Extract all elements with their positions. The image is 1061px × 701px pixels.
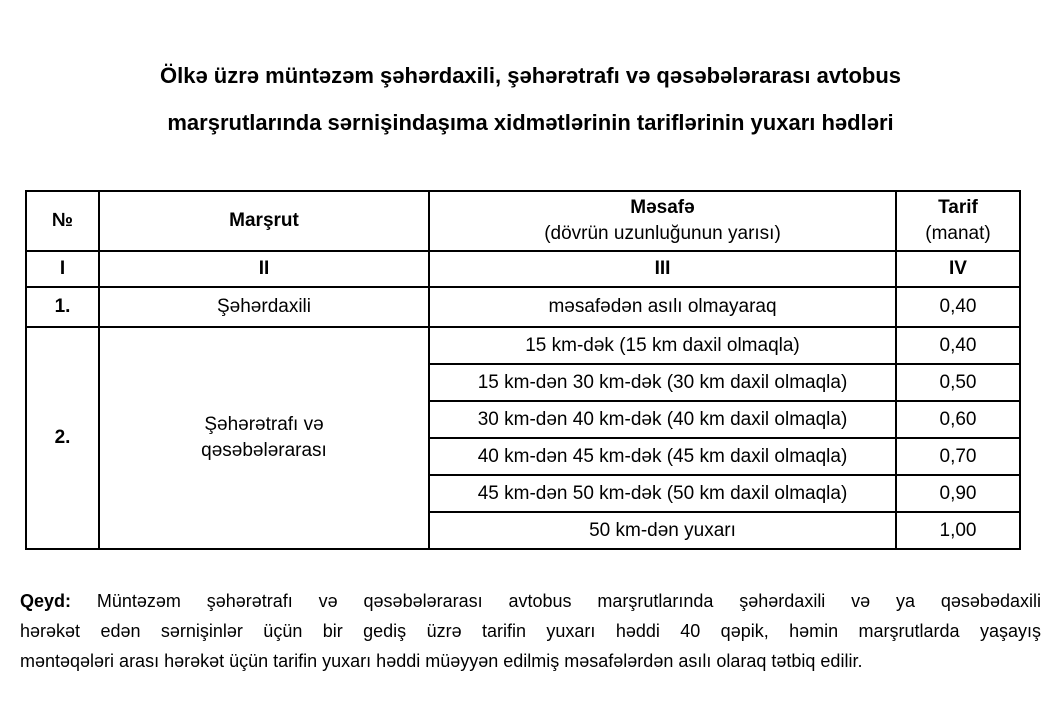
column-numeral-1: I: [26, 251, 99, 287]
distance-cell: 45 km-dən 50 km-dək (50 km daxil olmaqla): [429, 475, 896, 512]
row2-route-cell: [99, 327, 429, 549]
tariff-table: [25, 190, 1021, 550]
table-row: [26, 327, 1020, 364]
page-title-line-1: Ölkə üzrə müntəzəm şəhərdaxili, şəhərətrafı və qəsəbələrarası avtobus: [159, 63, 901, 88]
tariff-header-label: Tarif: [938, 197, 978, 218]
column-header-route: Marşrut: [99, 191, 429, 251]
column-numeral-2: II: [99, 251, 429, 287]
distance-cell: 15 km-dək (15 km daxil olmaqla): [429, 327, 896, 364]
distance-cell: 40 km-dən 45 km-dək (45 km daxil olmaqla): [429, 438, 896, 475]
distance-cell: 50 km-dən yuxarı: [429, 512, 896, 549]
column-numeral-3: III: [429, 251, 896, 287]
note-line-3: məntəqələri arası hərəkət üçün tarifin yuxarı həddi müəyyən edilmiş məsafələrdən asılı olaraq tətbiq edilir.: [20, 651, 863, 671]
tariff-cell: 0,90: [896, 475, 1020, 512]
tariff-cell: 0,50: [896, 364, 1020, 401]
row2-route-line-2: qəsəbələrarası: [201, 440, 327, 461]
row1-number-cell: 1.: [26, 287, 99, 327]
row1-route-cell: Şəhərdaxili: [99, 287, 429, 327]
note-paragraph: [20, 586, 1041, 676]
distance-header-label: Məsafə: [630, 197, 695, 218]
page-title: [81, 52, 981, 146]
page-title-line-2: marşrutlarında sərnişindaşıma xidmətlərinin tariflərinin yuxarı hədləri: [167, 110, 894, 135]
tariff-cell: 0,40: [896, 327, 1020, 364]
row1-tariff-cell: 0,40: [896, 287, 1020, 327]
table-header-row: [26, 191, 1020, 251]
tariff-cell: 1,00: [896, 512, 1020, 549]
column-header-tariff: [896, 191, 1020, 251]
column-header-no: №: [26, 191, 99, 251]
note-line-1: [20, 586, 1041, 616]
note-line-1-text: Müntəzəm şəhərətrafı və qəsəbələrarası avtobus marşrutlarında şəhərdaxili və ya qəsəbədaxili: [96, 591, 1041, 611]
column-numeral-4: IV: [896, 251, 1020, 287]
row1-distance-cell: məsafədən asılı olmayaraq: [429, 287, 896, 327]
row2-number-cell: 2.: [26, 327, 99, 549]
row2-route-line-1: Şəhərətrafı və: [204, 414, 324, 435]
table-row: [26, 287, 1020, 327]
note-label: Qeyd:: [20, 591, 72, 611]
tariff-header-sublabel: (manat): [925, 223, 991, 244]
distance-cell: 30 km-dən 40 km-dək (40 km daxil olmaqla): [429, 401, 896, 438]
column-numerals-row: [26, 251, 1020, 287]
distance-cell: 15 km-dən 30 km-dək (30 km daxil olmaqla): [429, 364, 896, 401]
distance-header-sublabel: (dövrün uzunluğunun yarısı): [544, 223, 781, 244]
note-line-2: hərəkət edən sərnişinlər üçün bir gediş üzrə tarifin yuxarı həddi 40 qəpik, həmin marşrutlarda yaşayış: [20, 621, 1041, 641]
tariff-cell: 0,60: [896, 401, 1020, 438]
tariff-cell: 0,70: [896, 438, 1020, 475]
column-header-distance: [429, 191, 896, 251]
